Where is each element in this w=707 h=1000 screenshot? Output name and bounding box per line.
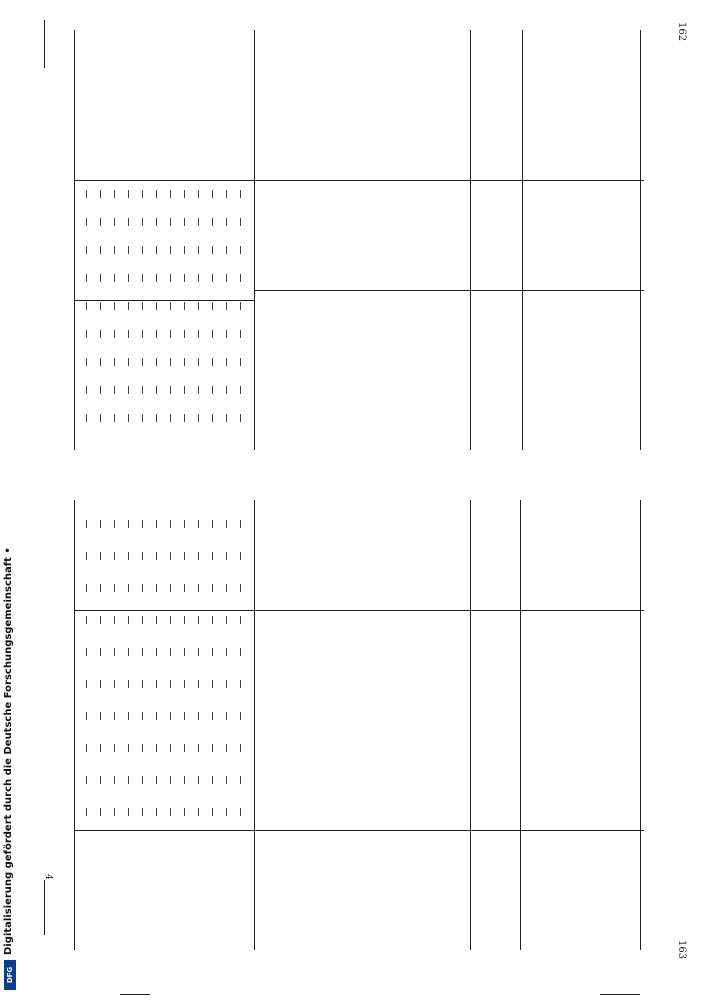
table-cell-mark: [240, 520, 241, 528]
table-cell-mark: [226, 386, 227, 394]
table-cell-mark: [198, 744, 199, 752]
table-cell-mark: [226, 776, 227, 784]
table-cell-mark: [170, 744, 171, 752]
table-cell-mark: [142, 776, 143, 784]
table-cell-mark: [226, 648, 227, 656]
page-edge-mark: [44, 880, 45, 935]
table-cell-mark: [100, 808, 101, 816]
table-cell-mark: [212, 190, 213, 198]
table-cell-mark: [198, 414, 199, 422]
table-cell-mark: [128, 302, 129, 310]
table-cell-mark: [226, 218, 227, 226]
table-cell-mark: [226, 274, 227, 282]
table-column-divider: [74, 830, 644, 831]
table-cell-mark: [170, 648, 171, 656]
table-cell-mark: [156, 274, 157, 282]
table-cell-mark: [198, 648, 199, 656]
table-cell-mark: [114, 776, 115, 784]
table-cell-mark: [86, 808, 87, 816]
table-rule: [254, 500, 255, 950]
table-cell-mark: [156, 330, 157, 338]
table-cell-mark: [226, 302, 227, 310]
table-cell-mark: [100, 246, 101, 254]
table-cell-mark: [170, 414, 171, 422]
table-cell-mark: [212, 330, 213, 338]
table-cell-mark: [100, 358, 101, 366]
table-cell-mark: [86, 648, 87, 656]
table-cell-mark: [198, 302, 199, 310]
table-cell-mark: [240, 648, 241, 656]
table-cell-mark: [142, 808, 143, 816]
table-cell-mark: [226, 808, 227, 816]
table-cell-mark: [184, 414, 185, 422]
table-cell-mark: [86, 302, 87, 310]
table-cell-mark: [142, 552, 143, 560]
table-cell-mark: [212, 386, 213, 394]
table-cell-mark: [142, 584, 143, 592]
table-cell-mark: [86, 744, 87, 752]
table-cell-mark: [212, 246, 213, 254]
table-cell-mark: [128, 190, 129, 198]
table-cell-mark: [184, 218, 185, 226]
table-cell-mark: [86, 386, 87, 394]
table-cell-mark: [156, 302, 157, 310]
table-cell-mark: [100, 218, 101, 226]
table-cell-mark: [128, 330, 129, 338]
table-cell-mark: [226, 190, 227, 198]
table-cell-mark: [170, 190, 171, 198]
table-cell-mark: [100, 584, 101, 592]
table-column-divider: [254, 290, 644, 291]
table-rule: [640, 500, 641, 950]
table-rule: [470, 30, 471, 450]
table-cell-mark: [170, 358, 171, 366]
table-cell-mark: [212, 648, 213, 656]
table-cell-mark: [212, 218, 213, 226]
table-cell-mark: [184, 386, 185, 394]
table-cell-mark: [86, 712, 87, 720]
table-cell-mark: [198, 808, 199, 816]
table-cell-mark: [198, 776, 199, 784]
table-cell-mark: [240, 584, 241, 592]
table-cell-mark: [212, 552, 213, 560]
table-cell-mark: [100, 414, 101, 422]
table-cell-mark: [142, 330, 143, 338]
page-edge-mark: [600, 994, 640, 995]
table-cell-mark: [128, 680, 129, 688]
table-cell-mark: [184, 744, 185, 752]
table-cell-mark: [86, 274, 87, 282]
table-cell-mark: [170, 552, 171, 560]
table-cell-mark: [156, 584, 157, 592]
table-cell-mark: [226, 246, 227, 254]
table-cell-mark: [198, 584, 199, 592]
table-cell-mark: [142, 744, 143, 752]
table-cell-mark: [142, 680, 143, 688]
table-cell-mark: [212, 680, 213, 688]
table-cell-mark: [156, 744, 157, 752]
table-cell-mark: [128, 414, 129, 422]
table-cell-mark: [86, 246, 87, 254]
table-cell-mark: [142, 520, 143, 528]
table-cell-mark: [170, 584, 171, 592]
table-rule: [74, 30, 75, 450]
table-cell-mark: [156, 648, 157, 656]
dfg-logo-text: DFG: [6, 966, 14, 984]
table-cell-mark: [240, 246, 241, 254]
table-cell-mark: [156, 246, 157, 254]
table-cell-mark: [226, 358, 227, 366]
table-cell-mark: [240, 190, 241, 198]
table-cell-mark: [170, 330, 171, 338]
table-rule: [74, 500, 75, 950]
table-cell-mark: [212, 584, 213, 592]
page-edge-mark: [120, 994, 150, 995]
table-cell-mark: [184, 648, 185, 656]
table-cell-mark: [184, 330, 185, 338]
table-cell-mark: [128, 712, 129, 720]
table-cell-mark: [114, 414, 115, 422]
table-cell-mark: [114, 274, 115, 282]
table-cell-mark: [156, 680, 157, 688]
table-cell-mark: [142, 712, 143, 720]
table-cell-mark: [156, 552, 157, 560]
table-cell-mark: [100, 386, 101, 394]
table-cell-mark: [240, 218, 241, 226]
table-cell-mark: [156, 190, 157, 198]
table-cell-mark: [114, 190, 115, 198]
table-cell-mark: [156, 712, 157, 720]
table-cell-mark: [142, 302, 143, 310]
table-cell-mark: [128, 776, 129, 784]
table-cell-mark: [156, 616, 157, 624]
table-cell-mark: [184, 808, 185, 816]
table-cell-mark: [114, 330, 115, 338]
table-cell-mark: [170, 386, 171, 394]
table-cell-mark: [114, 520, 115, 528]
table-cell-mark: [184, 552, 185, 560]
table-cell-mark: [128, 520, 129, 528]
table-cell-mark: [156, 218, 157, 226]
table-cell-mark: [86, 358, 87, 366]
table-cell-mark: [100, 330, 101, 338]
table-cell-mark: [226, 584, 227, 592]
table-cell-mark: [184, 616, 185, 624]
table-cell-mark: [156, 358, 157, 366]
table-cell-mark: [114, 584, 115, 592]
table-cell-mark: [114, 808, 115, 816]
table-cell-mark: [212, 776, 213, 784]
table-cell-mark: [184, 358, 185, 366]
table-cell-mark: [114, 386, 115, 394]
table-cell-mark: [142, 190, 143, 198]
table-rule: [254, 30, 255, 450]
table-cell-mark: [86, 584, 87, 592]
table-cell-mark: [240, 776, 241, 784]
table-cell-mark: [114, 358, 115, 366]
table-cell-mark: [240, 386, 241, 394]
table-cell-mark: [212, 744, 213, 752]
table-column-divider: [74, 300, 254, 301]
dfg-banner-text: Digitalisierung gefördert durch die Deutsche Forschungsgemeinschaft •: [3, 547, 14, 955]
table-cell-mark: [128, 616, 129, 624]
table-cell-mark: [198, 274, 199, 282]
table-cell-mark: [240, 616, 241, 624]
table-cell-mark: [184, 712, 185, 720]
table-cell-mark: [184, 190, 185, 198]
table-cell-mark: [100, 190, 101, 198]
table-cell-mark: [128, 584, 129, 592]
table-cell-mark: [226, 712, 227, 720]
table-cell-mark: [100, 776, 101, 784]
table-cell-mark: [226, 616, 227, 624]
table-cell-mark: [86, 218, 87, 226]
table-cell-mark: [212, 616, 213, 624]
table-cell-mark: [198, 520, 199, 528]
table-cell-mark: [198, 358, 199, 366]
table-cell-mark: [226, 414, 227, 422]
table-cell-mark: [170, 776, 171, 784]
table-cell-mark: [100, 274, 101, 282]
table-cell-mark: [198, 190, 199, 198]
table-cell-mark: [142, 648, 143, 656]
page-edge-mark: [44, 20, 45, 68]
dfg-funding-banner: [0, 0, 20, 1000]
table-cell-mark: [156, 386, 157, 394]
table-cell-mark: [86, 330, 87, 338]
table-cell-mark: [226, 520, 227, 528]
table-cell-mark: [142, 246, 143, 254]
table-cell-mark: [86, 190, 87, 198]
table-cell-mark: [86, 680, 87, 688]
table-cell-mark: [184, 584, 185, 592]
table-rule: [470, 500, 471, 950]
table-cell-mark: [240, 274, 241, 282]
table-cell-mark: [240, 552, 241, 560]
table-cell-mark: [128, 744, 129, 752]
table-cell-mark: [128, 358, 129, 366]
table-cell-mark: [100, 520, 101, 528]
table-cell-mark: [212, 712, 213, 720]
table-cell-mark: [128, 648, 129, 656]
table-cell-mark: [142, 414, 143, 422]
table-cell-mark: [184, 274, 185, 282]
table-cell-mark: [156, 414, 157, 422]
table-cell-mark: [114, 616, 115, 624]
table-cell-mark: [184, 302, 185, 310]
right-page-number: 163: [676, 940, 687, 960]
table-cell-mark: [114, 552, 115, 560]
table-cell-mark: [240, 808, 241, 816]
table-cell-mark: [128, 274, 129, 282]
table-cell-mark: [240, 358, 241, 366]
table-cell-mark: [114, 712, 115, 720]
table-cell-mark: [86, 414, 87, 422]
table-cell-mark: [198, 712, 199, 720]
table-cell-mark: [198, 552, 199, 560]
table-cell-mark: [212, 808, 213, 816]
table-cell-mark: [240, 414, 241, 422]
table-cell-mark: [212, 274, 213, 282]
table-cell-mark: [114, 648, 115, 656]
table-cell-mark: [170, 274, 171, 282]
table-cell-mark: [226, 552, 227, 560]
table-cell-mark: [86, 552, 87, 560]
table-cell-mark: [240, 712, 241, 720]
table-cell-mark: [170, 712, 171, 720]
table-cell-mark: [156, 520, 157, 528]
table-cell-mark: [142, 218, 143, 226]
table-cell-mark: [170, 616, 171, 624]
table-cell-mark: [212, 358, 213, 366]
table-cell-mark: [114, 246, 115, 254]
table-cell-mark: [114, 744, 115, 752]
table-cell-mark: [142, 274, 143, 282]
table-cell-mark: [184, 246, 185, 254]
table-cell-mark: [184, 520, 185, 528]
table-cell-mark: [100, 680, 101, 688]
table-cell-mark: [128, 552, 129, 560]
table-cell-mark: [170, 218, 171, 226]
table-cell-mark: [198, 330, 199, 338]
table-cell-mark: [142, 616, 143, 624]
table-cell-mark: [86, 616, 87, 624]
table-cell-mark: [100, 712, 101, 720]
table-cell-mark: [128, 246, 129, 254]
table-cell-mark: [184, 776, 185, 784]
table-cell-mark: [198, 218, 199, 226]
table-cell-mark: [240, 330, 241, 338]
table-cell-mark: [114, 302, 115, 310]
table-column-divider: [74, 610, 644, 611]
table-cell-mark: [128, 218, 129, 226]
table-cell-mark: [240, 680, 241, 688]
dfg-logo-icon: [4, 960, 16, 990]
table-cell-mark: [128, 386, 129, 394]
table-cell-mark: [170, 808, 171, 816]
table-cell-mark: [156, 808, 157, 816]
table-cell-mark: [184, 680, 185, 688]
page-bottom-marker: 4: [43, 874, 53, 880]
table-cell-mark: [198, 386, 199, 394]
table-cell-mark: [170, 520, 171, 528]
table-cell-mark: [114, 680, 115, 688]
left-page-number: 162: [676, 22, 687, 42]
table-cell-mark: [198, 680, 199, 688]
table-cell-mark: [226, 744, 227, 752]
table-cell-mark: [128, 808, 129, 816]
table-cell-mark: [100, 648, 101, 656]
table-cell-mark: [226, 330, 227, 338]
table-cell-mark: [170, 680, 171, 688]
table-rule: [522, 30, 523, 450]
table-cell-mark: [100, 744, 101, 752]
table-cell-mark: [212, 302, 213, 310]
table-cell-mark: [100, 302, 101, 310]
table-cell-mark: [212, 414, 213, 422]
table-cell-mark: [240, 744, 241, 752]
table-cell-mark: [86, 776, 87, 784]
table-rule: [520, 500, 521, 950]
table-cell-mark: [114, 218, 115, 226]
table-cell-mark: [142, 358, 143, 366]
table-cell-mark: [170, 246, 171, 254]
table-cell-mark: [142, 386, 143, 394]
table-cell-mark: [170, 302, 171, 310]
table-cell-mark: [198, 246, 199, 254]
table-cell-mark: [156, 776, 157, 784]
table-cell-mark: [226, 680, 227, 688]
table-rule: [640, 30, 641, 450]
table-cell-mark: [198, 616, 199, 624]
table-cell-mark: [240, 302, 241, 310]
table-cell-mark: [100, 552, 101, 560]
table-cell-mark: [100, 616, 101, 624]
table-cell-mark: [212, 520, 213, 528]
table-column-divider: [74, 180, 644, 181]
table-cell-mark: [86, 520, 87, 528]
